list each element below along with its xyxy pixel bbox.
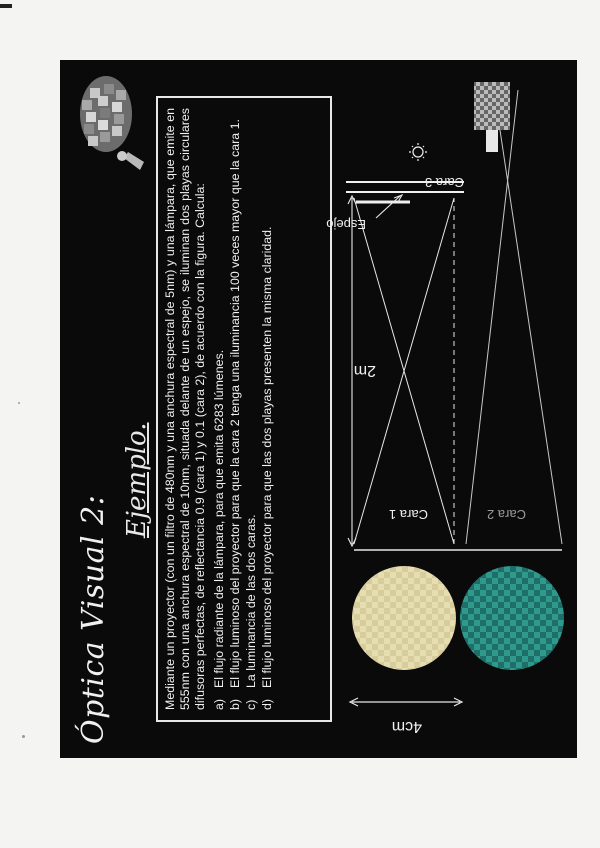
dimension-diameter-label: 4cm	[391, 718, 422, 735]
question-item	[212, 108, 227, 710]
question-list	[212, 108, 276, 710]
question-text: La luminancia de las dos caras.	[244, 514, 259, 688]
problem-statement-box	[156, 96, 332, 722]
slide-subtitle: Ejemplo.	[122, 422, 152, 538]
mirror-label: Espejo	[326, 217, 366, 232]
lamp-icon	[409, 143, 427, 161]
question-item	[260, 108, 275, 710]
face2-label: Cara 2	[486, 507, 526, 522]
scan-corner-mark	[0, 4, 12, 8]
slide-title: Óptica Visual 2:	[76, 494, 111, 744]
scan-speck	[18, 402, 20, 404]
question-text: El flujo luminoso del proyector para que las dos playas presenten la misma claridad.	[260, 226, 275, 688]
face1-disk	[352, 566, 456, 670]
question-letter: a)	[211, 698, 226, 710]
question-letter: d)	[260, 698, 275, 710]
slide	[60, 60, 577, 758]
face2-disk	[460, 566, 564, 670]
question-item	[228, 108, 243, 710]
question-item	[244, 108, 259, 710]
dimension-distance-label: 2m	[353, 362, 376, 379]
problem-statement: Mediante un proyector (con un filtro de 480nm y una anchura espectral de 5nm) y una lámpara, que emite en 555nm con una anchura espectral de 10nm, situada delante de un espejo, se iluminan dos playas circulares difusoras perfectas, de reflectancia 0.9 (cara 1) y 0.1 (cara 2), de acuerdo con la figura. Calcula:	[163, 108, 208, 710]
logo-illustration-icon	[66, 66, 148, 176]
question-letter: b)	[227, 698, 242, 710]
face3-label: Cara 3	[424, 175, 464, 190]
question-letter: c)	[244, 699, 259, 710]
slide-content	[60, 60, 577, 758]
question-text: El flujo luminoso del proyector para que la cara 2 tenga una iluminancia 100 veces mayor que la cara 1.	[227, 119, 242, 688]
scan-speck	[22, 735, 25, 738]
question-text: El flujo radiante de la lámpara, para que emita 6283 lúmenes.	[211, 349, 226, 688]
projector-icon	[474, 82, 510, 152]
optical-setup-figure	[326, 60, 577, 758]
face1-label: Cara 1	[388, 507, 428, 522]
